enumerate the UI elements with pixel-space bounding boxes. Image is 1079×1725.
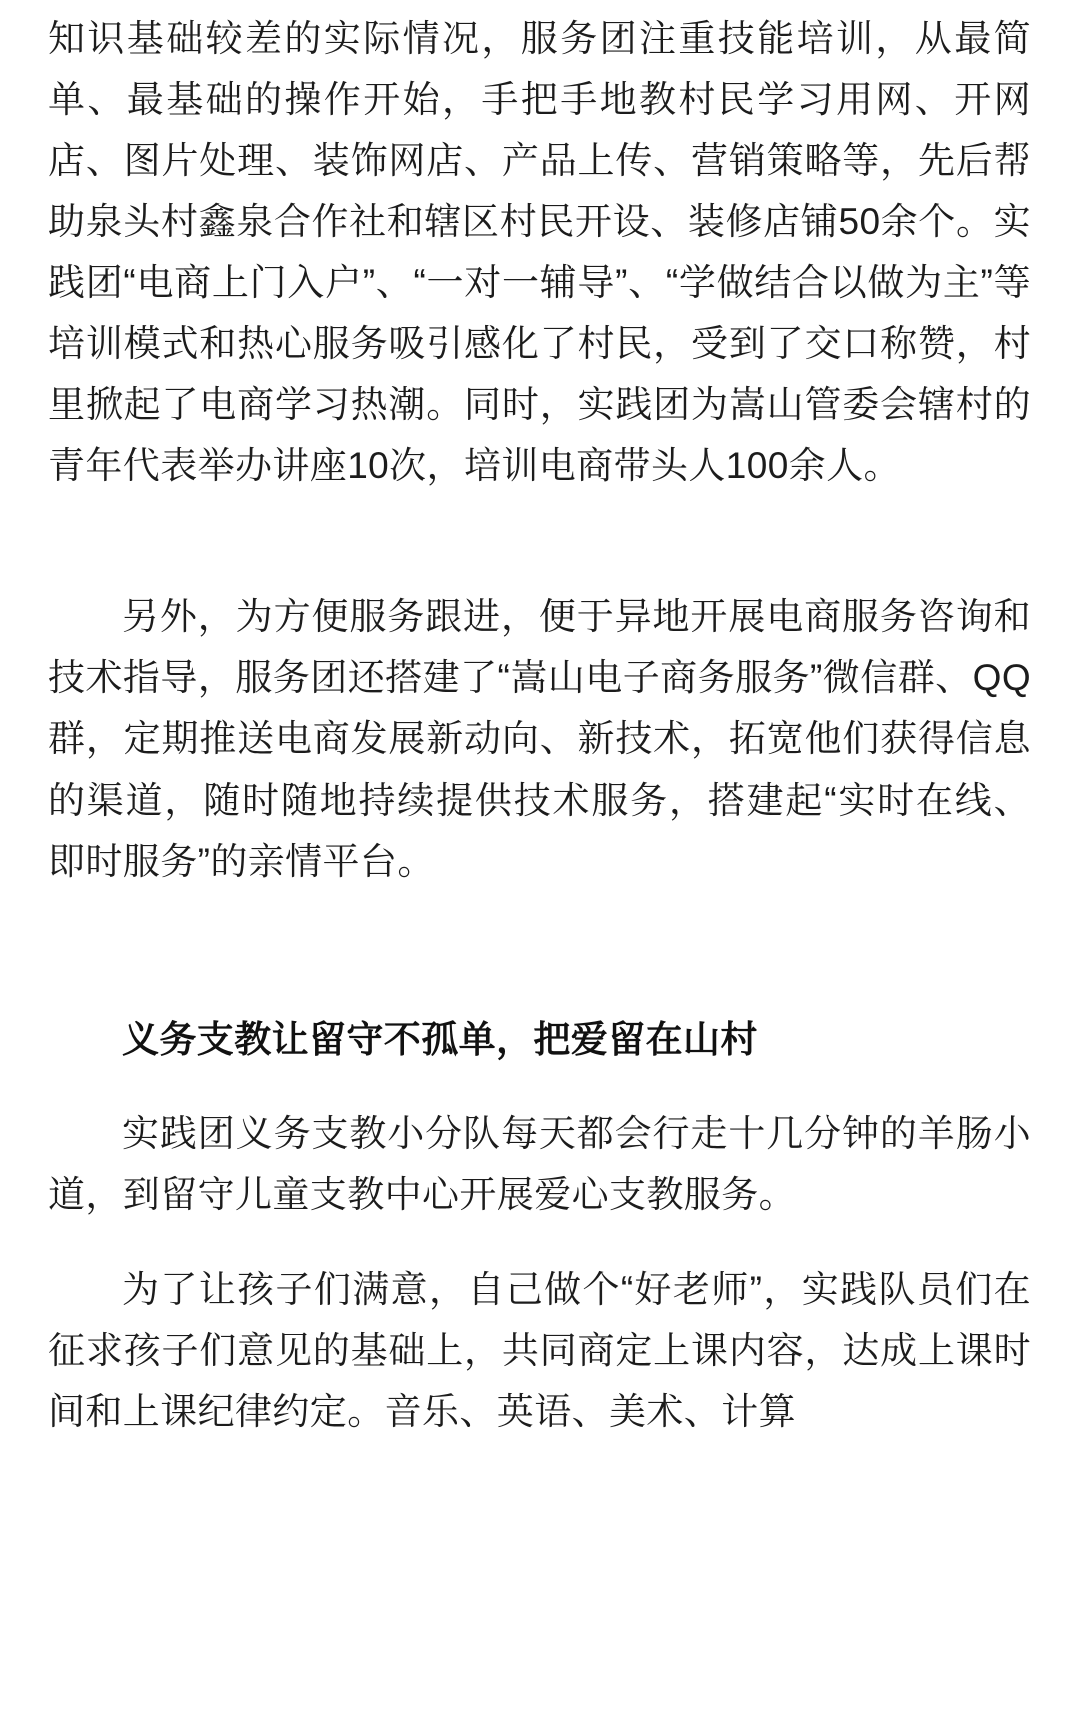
- section-heading: 义务支教让留守不孤单，把爱留在山村: [122, 1018, 758, 1060]
- paragraph-gap-2: [48, 1225, 1031, 1259]
- section-gap: [48, 892, 1031, 1010]
- paragraph-gap: [48, 496, 1031, 586]
- paragraph-online-service-platform: 另外，为方便服务跟进，便于异地开展电商服务咨询和技术指导，服务团还搭建了“嵩山电子商务服务”微信群、QQ群，定期推送电商发展新动向、新技术，拓宽他们获得信息的渠道，随时随地持续提供技术服务，搭建起“实时在线、即时服务”的亲情平台。: [48, 596, 1031, 882]
- paragraph-teaching-team: 实践团义务支教小分队每天都会行走十几分钟的羊肠小道，到留守儿童支教中心开展爱心支教服务。: [48, 1112, 1031, 1215]
- paragraph-ecommerce-training: 知识基础较差的实际情况，服务团注重技能培训，从最简单、最基础的操作开始，手把手地教村民学习用网、开网店、图片处理、装饰网店、产品上传、营销策略等，先后帮助泉头村鑫泉合作社和辖区村民开设、装修店铺50余个。实践团“电商上门入户”、“一对一辅导”、“学做结合以做为主”等培训模式和热心服务吸引感化了村民，受到了交口称赞，村里掀起了电商学习热潮。同时，实践团为嵩山管委会辖村的青年代表举办讲座10次，培训电商带头人100余人。: [48, 18, 1031, 487]
- paragraph-course-agreement: 为了让孩子们满意，自己做个“好老师”，实践队员们在征求孩子们意见的基础上，共同商定上课内容，达成上课时间和上课纪律约定。音乐、英语、美术、计算: [48, 1268, 1031, 1432]
- heading-gap: [48, 1069, 1031, 1103]
